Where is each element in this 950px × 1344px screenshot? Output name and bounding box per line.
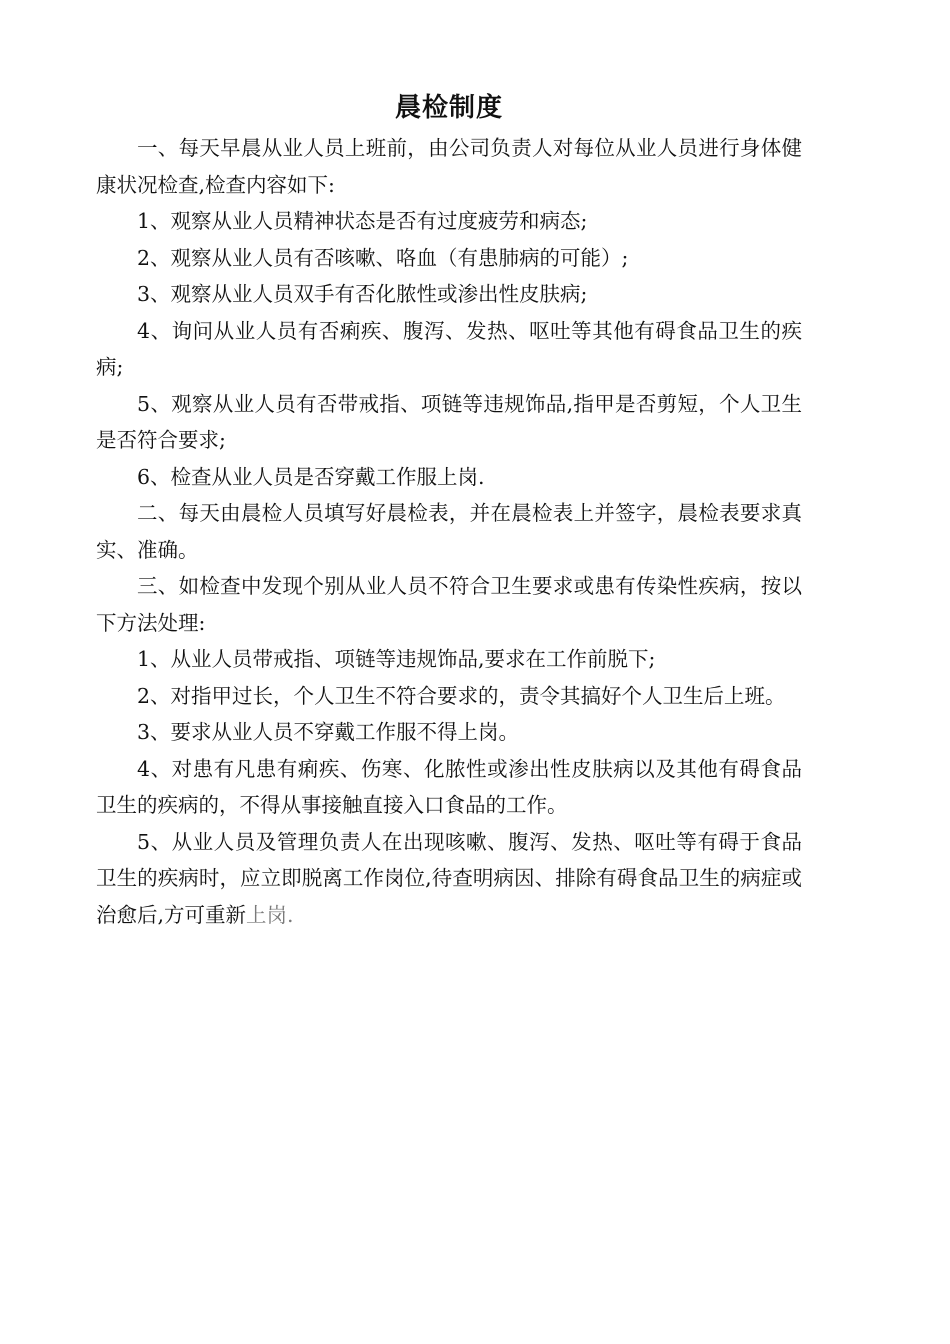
paragraph-handling-4: 4、对患有凡患有痢疾、伤寒、化脓性或渗出性皮肤病以及其他有碍食品卫生的疾病的，不得从事接触直接入口食品的工作。 — [96, 756, 802, 817]
paragraph-item-2: 2、观察从业人员有否咳嗽、咯血（有患肺病的可能）; — [137, 245, 629, 270]
paragraph-item-5: 5、观察从业人员有否带戒指、项链等违规饰品,指甲是否剪短，个人卫生是否符合要求; — [96, 391, 802, 452]
paragraph-item-3: 3、观察从业人员双手有否化脓性或渗出性皮肤病; — [137, 282, 588, 306]
paragraph-handling-1: 1、从业人员带戒指、项链等违规饰品,要求在工作前脱下; — [137, 647, 656, 671]
paragraph-section-3: 三、如检查中发现个别从业人员不符合卫生要求或患有传染性疾病，按以下方法处理: — [96, 574, 802, 635]
paragraph-item-1: 1、观察从业人员精神状态是否有过度疲劳和病态; — [137, 209, 588, 233]
paragraph-section-2: 二、每天由晨检人员填写好晨检表，并在晨检表上并签字，晨检表要求真实、准确。 — [96, 501, 802, 562]
paragraph-item-4: 4、询问从业人员有否痢疾、腹泻、发热、呕吐等其他有碍食品卫生的疾病; — [96, 318, 802, 379]
paragraph-handling-5-main: 5、从业人员及管理负责人在出现咳嗽、腹泻、发热、呕吐等有碍于食品卫生的疾病时，应立即脱离工作岗位,待查明病因、排除有碍食品卫生的病症或治愈后,方可重新 — [96, 829, 802, 927]
document-title: 晨检制度 — [394, 93, 503, 123]
paragraph-handling-2: 2、对指甲过长，个人卫生不符合要求的，责令其搞好个人卫生后上班。 — [137, 683, 786, 708]
paragraph-handling-5 — [96, 824, 802, 934]
paragraph-intro: 一、每天早晨从业人员上班前，由公司负责人对每位从业人员进行身体健康状况检查,检查内容如下: — [96, 136, 802, 197]
paragraph-handling-3: 3、要求从业人员不穿戴工作服不得上岗。 — [137, 720, 520, 744]
paragraph-handling-5-tail: 上岗. — [246, 902, 294, 927]
paragraph-item-6: 6、检查从业人员是否穿戴工作服上岗. — [137, 464, 485, 489]
document-page — [96, 88, 802, 933]
